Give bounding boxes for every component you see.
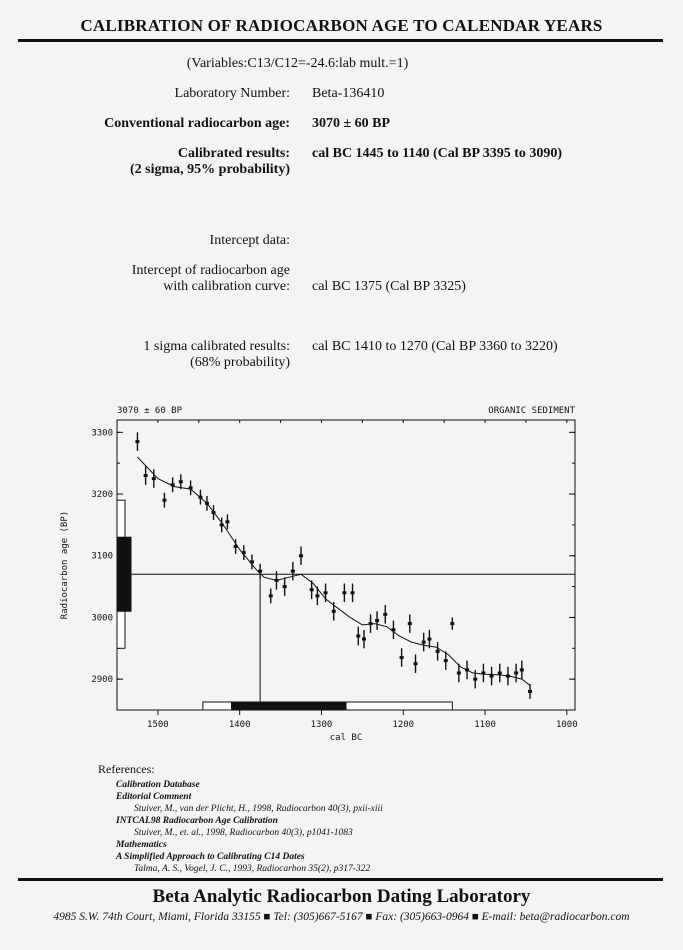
top-divider xyxy=(18,39,663,42)
data-point xyxy=(250,560,254,563)
data-point xyxy=(400,656,404,659)
data-point xyxy=(514,671,518,674)
y-tick-label: 3200 xyxy=(91,490,113,501)
reference-line: Stuiver, M., van der Plicht, H., 1998, Radiocarbon 40(3), pxii-xiii xyxy=(134,804,383,814)
data-point xyxy=(473,678,477,681)
reference-line: Talma, A. S., Vogel, J. C., 1993, Radiocarbon 35(2), p317-322 xyxy=(134,864,371,874)
data-point xyxy=(205,502,209,505)
data-point xyxy=(324,591,328,594)
data-point xyxy=(506,675,510,678)
data-point xyxy=(274,579,278,582)
data-point xyxy=(356,634,360,637)
data-point xyxy=(179,480,183,483)
data-point xyxy=(427,638,431,641)
data-point xyxy=(310,588,314,591)
data-point xyxy=(225,520,229,523)
sigma1-value: cal BC 1410 to 1270 (Cal BP 3360 to 3220) xyxy=(312,339,558,354)
x-tick-label: 1100 xyxy=(474,720,496,730)
data-point xyxy=(351,591,355,594)
data-point xyxy=(291,570,295,573)
intercept-label-2: with calibration curve: xyxy=(163,279,290,294)
data-point xyxy=(520,668,524,671)
data-point xyxy=(220,523,224,526)
data-point xyxy=(436,650,440,653)
calibration-curve xyxy=(137,457,530,685)
x-axis-label: cal BC xyxy=(329,733,363,743)
references-heading: References: xyxy=(98,762,155,776)
data-point xyxy=(198,496,202,499)
data-point xyxy=(457,671,461,674)
data-point xyxy=(383,613,387,616)
calibration-chart-area xyxy=(55,400,585,745)
data-point xyxy=(391,628,395,631)
y-tick-label: 3000 xyxy=(91,613,113,624)
data-point xyxy=(362,638,366,641)
data-point xyxy=(171,483,175,486)
chart-header-left: 3070 ± 60 BP xyxy=(117,406,183,416)
calibrated-sub: (2 sigma, 95% probability) xyxy=(130,162,290,177)
footer-address: 4985 S.W. 74th Court, Miami, Florida 33155 ■ Tel: (305)667-5167 ■ Fax: (305)663-0964 ■ E-mail: beta@radiocarbon.com xyxy=(53,911,630,923)
calibrated-label: Calibrated results: xyxy=(177,146,290,161)
x-tick-label: 1400 xyxy=(228,720,251,730)
lab-number-value: Beta-136410 xyxy=(312,86,385,101)
data-point xyxy=(144,474,148,477)
x-tick-label: 1500 xyxy=(147,720,169,730)
chart-header-right: ORGANIC SEDIMENT xyxy=(488,406,575,416)
intercept-value: cal BC 1375 (Cal BP 3325) xyxy=(312,279,466,294)
conv-age-value: 3070 ± 60 BP xyxy=(312,116,391,131)
intercept-label-1: Intercept of radiocarbon age xyxy=(131,263,290,278)
data-point xyxy=(152,477,156,480)
x-tick-label: 1000 xyxy=(555,720,578,730)
data-point xyxy=(408,622,412,625)
data-point xyxy=(212,511,216,514)
y-tick-label: 3100 xyxy=(91,551,113,562)
calibration-chart xyxy=(55,400,585,745)
data-point xyxy=(189,486,193,489)
data-point xyxy=(490,675,494,678)
data-point xyxy=(258,570,262,573)
reference-line: Calibration Database xyxy=(116,780,200,790)
y-axis-label: Radiocarbon age (BP) xyxy=(60,510,70,620)
bottom-divider xyxy=(18,878,663,881)
reference-line: Editorial Comment xyxy=(116,792,192,802)
reference-line: A Simplified Approach to Calibrating C14 Dates xyxy=(116,852,305,862)
reference-line: Mathematics xyxy=(116,840,167,850)
data-point xyxy=(315,594,319,597)
data-point xyxy=(375,619,379,622)
calibrated-value: cal BC 1445 to 1140 (Cal BP 3395 to 3090) xyxy=(312,146,563,161)
data-point xyxy=(450,622,454,625)
references-list xyxy=(98,779,383,875)
y-tick-label: 3300 xyxy=(91,428,113,439)
data-point xyxy=(299,554,303,557)
data-point xyxy=(342,591,346,594)
data-point xyxy=(498,671,502,674)
references-block xyxy=(98,762,383,875)
y-tick-label: 2900 xyxy=(91,675,113,686)
x-tick-label: 1200 xyxy=(392,720,415,730)
sigma1-cal-bar xyxy=(232,702,347,710)
data-point xyxy=(242,551,246,554)
plot-frame xyxy=(117,420,575,710)
variables-line: (Variables:C13/C12=-24.6:lab mult.=1) xyxy=(186,56,409,71)
data-point xyxy=(162,499,166,502)
x-tick-label: 1300 xyxy=(310,720,333,730)
data-point xyxy=(528,690,532,693)
sigma1-label-2: (68% probability) xyxy=(190,355,290,370)
data-point xyxy=(269,594,273,597)
intercept-data-label: Intercept data: xyxy=(209,233,290,248)
data-point xyxy=(135,440,139,443)
reference-line: Stuiver, M., et. al., 1998, Radiocarbon 40(3), p1041-1083 xyxy=(134,828,353,838)
lab-number-label: Laboratory Number: xyxy=(174,86,290,101)
data-point xyxy=(283,585,287,588)
page-title: CALIBRATION OF RADIOCARBON AGE TO CALENDAR YEARS xyxy=(80,16,603,35)
data-point xyxy=(481,671,485,674)
data-point xyxy=(234,545,238,548)
data-point xyxy=(422,641,426,644)
footer-lab-name: Beta Analytic Radiocarbon Dating Laboratory xyxy=(152,886,531,907)
data-point xyxy=(369,622,373,625)
sigma1-label-1: 1 sigma calibrated results: xyxy=(143,339,290,354)
data-point xyxy=(465,668,469,671)
data-point xyxy=(444,659,448,662)
reference-line: INTCAL98 Radiocarbon Age Calibration xyxy=(116,816,278,826)
conv-age-label: Conventional radiocarbon age: xyxy=(104,116,290,131)
data-point xyxy=(332,610,336,613)
data-point xyxy=(414,662,418,665)
